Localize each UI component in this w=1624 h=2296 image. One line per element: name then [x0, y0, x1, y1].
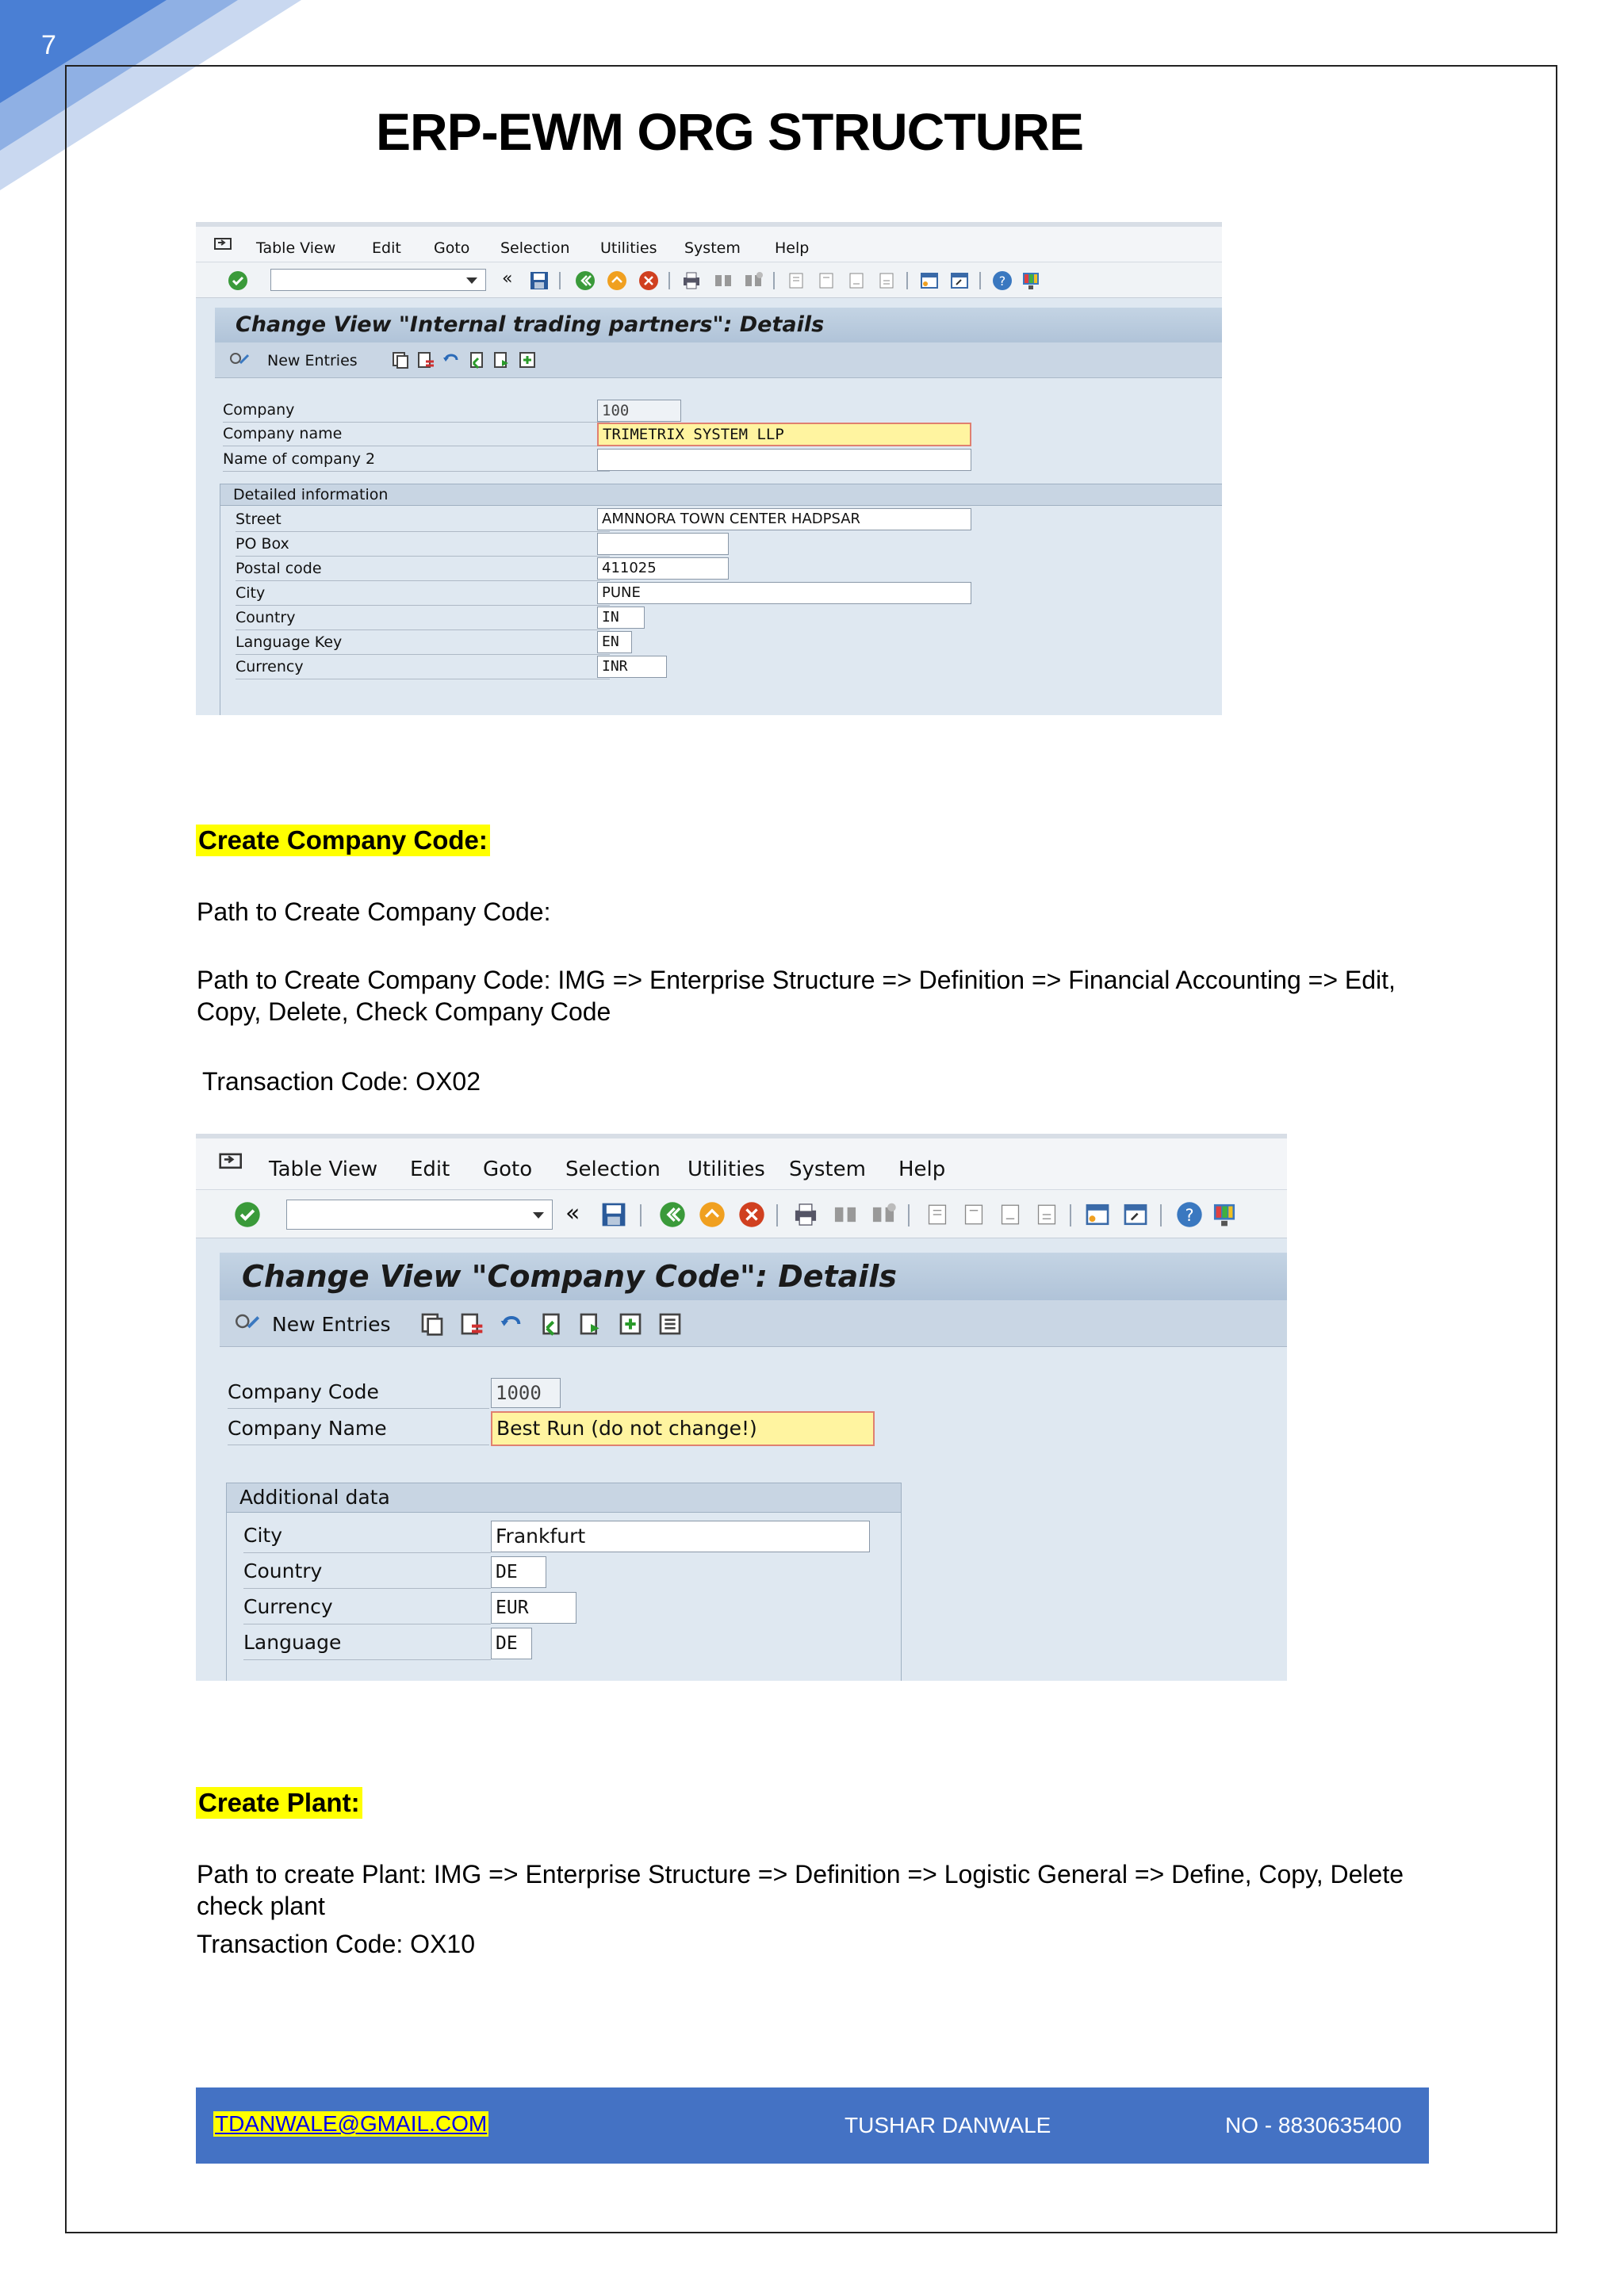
company-name-field[interactable]: TRIMETRIX SYSTEM LLP — [597, 423, 971, 446]
delete-icon[interactable] — [416, 350, 435, 369]
last-page-icon[interactable] — [876, 270, 897, 291]
select-block-icon[interactable] — [518, 350, 537, 369]
toolbar-separator — [906, 272, 908, 289]
menu-help[interactable]: Help — [775, 239, 810, 257]
company-label: Company — [223, 398, 610, 423]
currency-label: Currency — [236, 655, 610, 679]
name-of-company-2-field[interactable] — [597, 449, 971, 471]
confirm-icon[interactable] — [234, 1201, 261, 1228]
undo-icon[interactable] — [499, 1311, 524, 1337]
company-code-label: Company Code — [228, 1376, 489, 1409]
collapse-icon[interactable]: « — [502, 269, 513, 289]
details-icon[interactable] — [657, 1311, 683, 1337]
plant-transaction: Transaction Code: OX10 — [197, 1930, 475, 1958]
next-entry-icon[interactable] — [492, 350, 511, 369]
language-field[interactable]: DE — [491, 1628, 532, 1659]
sap-standard-toolbar — [196, 262, 1222, 298]
find-next-icon[interactable] — [870, 1201, 897, 1228]
previous-page-icon[interactable] — [816, 270, 837, 291]
print-icon[interactable] — [792, 1201, 819, 1228]
group-title: Additional data — [227, 1483, 901, 1513]
customize-layout-icon[interactable] — [1021, 270, 1041, 291]
footer-phone: NO - 8830635400 — [1225, 2113, 1402, 2137]
find-next-icon[interactable] — [743, 270, 764, 291]
new-session-icon[interactable] — [919, 270, 940, 291]
company-code-path: Path to Create Company Code: IMG => Enterprise Structure => Definition => Financial Accounting => Edit, Copy, Delete, Check Company Code — [197, 966, 1396, 1026]
company-name-label: Company name — [223, 422, 610, 446]
collapse-icon[interactable]: « — [565, 1200, 580, 1227]
chevron-down-icon[interactable] — [533, 1212, 544, 1219]
company-code-transaction: Transaction Code: OX02 — [202, 1067, 481, 1096]
command-field[interactable] — [286, 1200, 553, 1230]
undo-icon[interactable] — [442, 350, 461, 369]
page-title: ERP-EWM ORG STRUCTURE — [376, 102, 1083, 161]
plant-path: Path to create Plant: IMG => Enterprise Structure => Definition => Logistic General => Define, Copy, Delete check plant — [197, 1860, 1404, 1920]
menu-icon[interactable] — [213, 236, 234, 252]
postal-code-field[interactable]: 411025 — [597, 557, 729, 580]
customize-layout-icon[interactable] — [1211, 1201, 1238, 1228]
create-plant-heading: Create Plant: — [196, 1787, 362, 1819]
application-toolbar — [215, 342, 1222, 378]
next-entry-icon[interactable] — [578, 1311, 603, 1337]
menu-edit[interactable]: Edit — [410, 1158, 450, 1181]
street-field[interactable]: AMNNORA TOWN CENTER HADPSAR — [597, 508, 971, 530]
city-field[interactable]: PUNE — [597, 582, 971, 604]
menu-system[interactable]: System — [789, 1158, 866, 1181]
svg-text:?: ? — [1185, 1205, 1194, 1225]
company-code-path-intro: Path to Create Company Code: — [197, 897, 551, 926]
menu-table-view[interactable]: Table View — [256, 239, 336, 257]
country-field[interactable]: IN — [597, 607, 645, 629]
company-name-field[interactable]: Best Run (do not change!) — [491, 1411, 875, 1446]
menu-utilities[interactable]: Utilities — [688, 1158, 765, 1181]
po-box-label: PO Box — [236, 532, 610, 557]
company-code-field[interactable]: 1000 — [491, 1378, 561, 1408]
city-label: City — [243, 1519, 491, 1553]
delete-icon[interactable] — [459, 1311, 485, 1337]
cancel-icon[interactable] — [738, 1201, 765, 1228]
toolbar-separator — [773, 272, 775, 289]
currency-field[interactable]: INR — [597, 656, 667, 678]
postal-code-label: Postal code — [236, 557, 610, 581]
confirm-icon[interactable] — [228, 270, 248, 291]
footer-author-name: TUSHAR DANWALE — [845, 2113, 1051, 2137]
new-entries-button[interactable]: New Entries — [267, 352, 358, 369]
toolbar-separator — [979, 272, 981, 289]
menu-goto[interactable]: Goto — [483, 1158, 533, 1181]
toolbar-separator — [776, 1204, 778, 1226]
new-entries-button[interactable]: New Entries — [272, 1313, 391, 1336]
page-number: 7 — [41, 30, 56, 60]
select-block-icon[interactable] — [618, 1311, 643, 1337]
exit-icon[interactable] — [699, 1201, 726, 1228]
help-icon[interactable] — [992, 270, 1013, 291]
menu-table-view[interactable]: Table View — [269, 1158, 378, 1181]
save-icon[interactable] — [600, 1201, 627, 1228]
menu-goto[interactable]: Goto — [434, 239, 470, 257]
toolbar-separator — [1160, 1204, 1162, 1226]
last-page-icon[interactable] — [1033, 1201, 1060, 1228]
currency-label: Currency — [243, 1590, 491, 1624]
language-label: Language — [243, 1626, 491, 1660]
screen-title: Change View "Internal trading partners": Details — [215, 308, 1222, 342]
copy-icon[interactable] — [391, 350, 410, 369]
group-title: Detailed information — [220, 484, 1222, 506]
help-icon[interactable] — [1176, 1201, 1203, 1228]
screen-title: Change View "Company Code": Details — [220, 1253, 1287, 1300]
save-icon[interactable] — [529, 270, 550, 291]
language-key-label: Language Key — [236, 630, 610, 655]
exit-icon[interactable] — [607, 270, 627, 291]
footer-email-link[interactable]: TDANWALE@GMAIL.COM — [215, 2111, 488, 2136]
country-label: Country — [243, 1555, 491, 1589]
sap-menubar — [196, 222, 1222, 266]
display-change-icon[interactable] — [234, 1311, 261, 1335]
copy-icon[interactable] — [419, 1311, 445, 1337]
city-field[interactable]: Frankfurt — [491, 1521, 870, 1552]
toolbar-separator — [559, 272, 561, 289]
back-icon[interactable] — [659, 1201, 686, 1228]
name-of-company-2-label: Name of company 2 — [223, 447, 610, 472]
display-change-icon[interactable] — [229, 350, 250, 369]
menu-help[interactable]: Help — [898, 1158, 946, 1181]
back-icon[interactable] — [575, 270, 596, 291]
cancel-icon[interactable] — [638, 270, 659, 291]
po-box-field[interactable] — [597, 533, 729, 555]
application-toolbar — [220, 1300, 1287, 1347]
sap-standard-toolbar — [196, 1189, 1287, 1238]
toolbar-separator — [668, 272, 670, 289]
footer-bar — [196, 2087, 1429, 2164]
previous-entry-icon[interactable] — [467, 350, 486, 369]
shortcut-icon[interactable] — [949, 270, 970, 291]
create-company-code-heading: Create Company Code: — [196, 825, 490, 856]
city-label: City — [236, 581, 610, 606]
previous-entry-icon[interactable] — [538, 1311, 564, 1337]
toolbar-separator — [1070, 1204, 1071, 1226]
new-session-icon[interactable] — [1084, 1201, 1111, 1228]
menu-selection[interactable]: Selection — [500, 239, 570, 257]
command-field[interactable] — [270, 269, 486, 291]
menu-system[interactable]: System — [684, 239, 741, 257]
sap-menubar — [196, 1134, 1287, 1194]
company-name-label: Company Name — [228, 1413, 489, 1445]
menu-edit[interactable]: Edit — [372, 239, 401, 257]
previous-page-icon[interactable] — [960, 1201, 987, 1228]
next-page-icon[interactable] — [997, 1201, 1024, 1228]
currency-field[interactable]: EUR — [491, 1592, 576, 1624]
next-page-icon[interactable] — [846, 270, 867, 291]
toolbar-separator — [640, 1204, 642, 1226]
print-icon[interactable] — [681, 270, 702, 291]
menu-icon[interactable] — [218, 1151, 245, 1172]
company-field[interactable]: 100 — [597, 400, 681, 422]
svg-text:?: ? — [998, 274, 1006, 289]
find-icon[interactable] — [713, 270, 733, 291]
first-page-icon[interactable] — [786, 270, 806, 291]
country-label: Country — [236, 606, 610, 630]
menu-utilities[interactable]: Utilities — [600, 239, 657, 257]
sap-screen-internal-trading-partners — [196, 222, 1222, 715]
street-label: Street — [236, 507, 610, 532]
sap-screen-company-code — [196, 1134, 1287, 1681]
toolbar-separator — [908, 1204, 910, 1226]
find-icon[interactable] — [832, 1201, 859, 1228]
first-page-icon[interactable] — [924, 1201, 951, 1228]
menu-selection[interactable]: Selection — [565, 1158, 661, 1181]
shortcut-icon[interactable] — [1122, 1201, 1149, 1228]
language-key-field[interactable]: EN — [597, 631, 632, 653]
country-field[interactable]: DE — [491, 1556, 546, 1588]
chevron-down-icon[interactable] — [466, 277, 477, 284]
